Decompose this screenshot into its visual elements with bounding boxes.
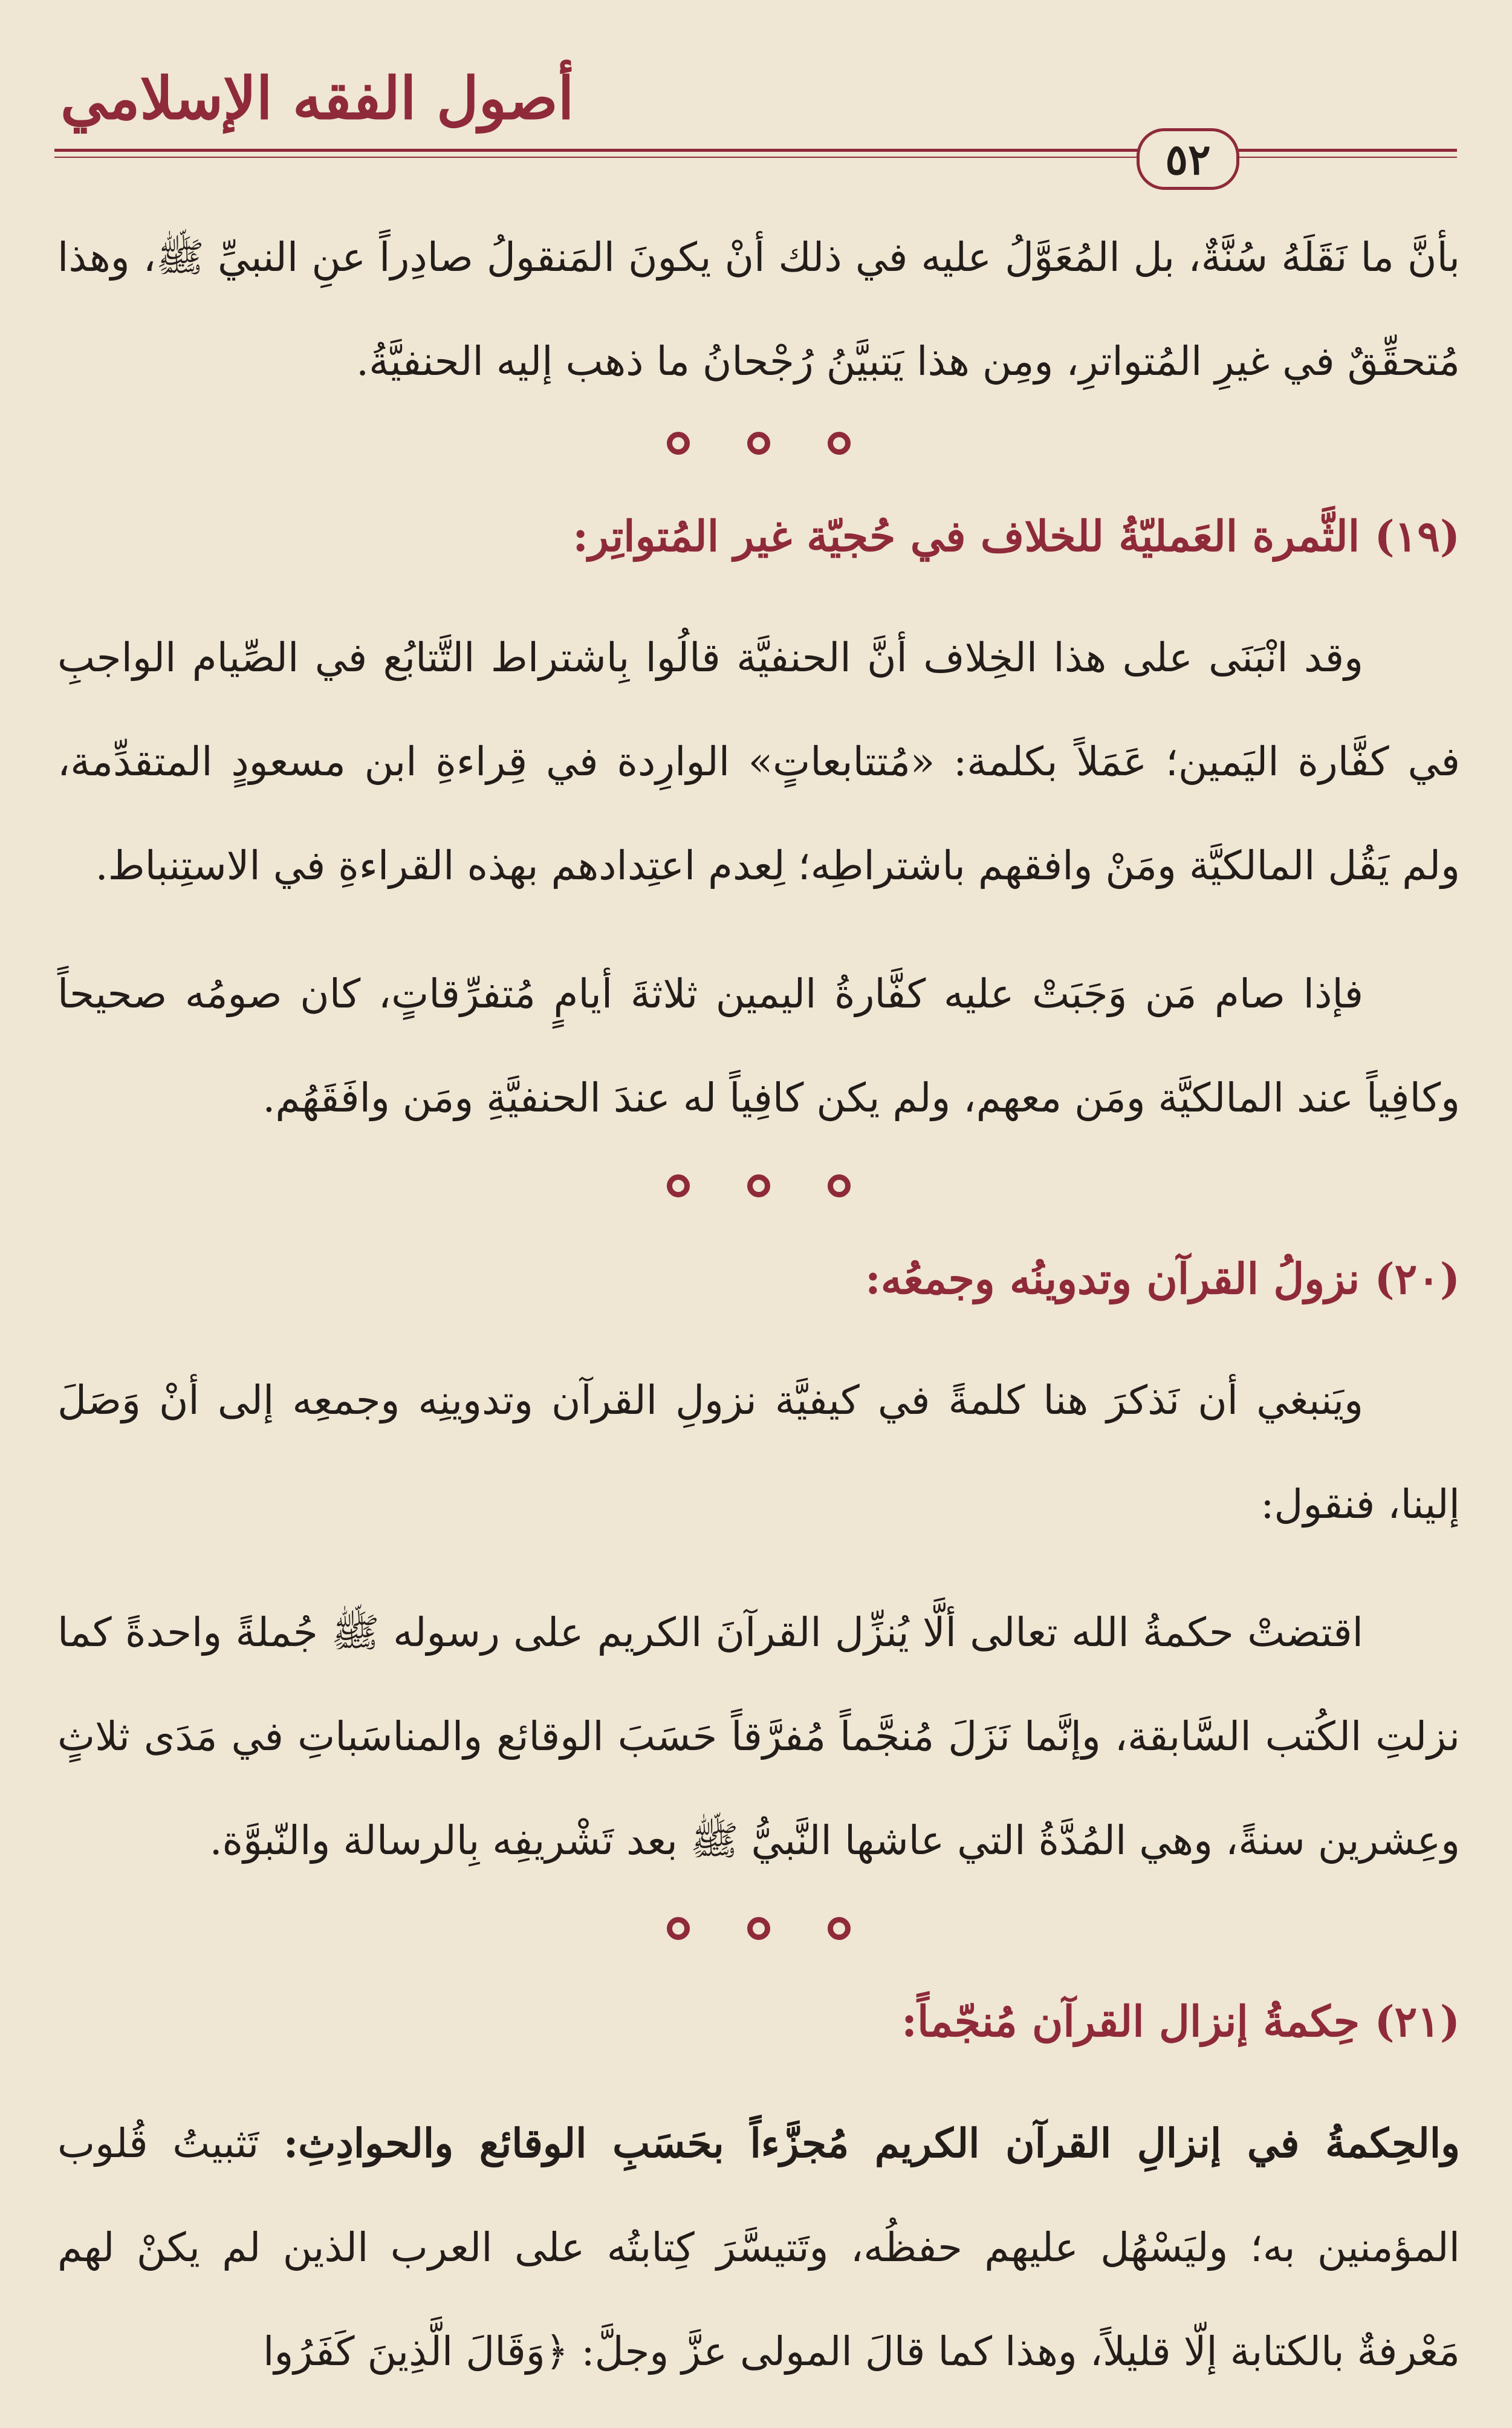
circle-ornament-icon xyxy=(828,1917,851,1940)
page-body xyxy=(57,206,1460,2428)
heading-19: (١٩) الثَّمرة العَمليّةُ للخلاف في حُجيّة غير المُتواتِر: xyxy=(573,511,1460,561)
paragraph-2: وقد انْبَنَى على هذا الخِلاف أنَّ الحنفيَّة قالُوا بِاشتراط التَّتابُع في الصِّيام الواجبِ في كفَّارة اليَمين؛ عَمَلاً بكلمة: «مُتتابعاتٍ» الوارِدة في قِراءةِ ابن مسعودٍ المتقدِّمة، ولم يَقُل المالكيَّة ومَنْ وافقهم باشتراطِه؛ لِعدم اعتِدادهم بهذه القراءةِ في الاستِنباط. xyxy=(57,634,1460,889)
book-title: أصول الفقه الإسلامي xyxy=(60,64,574,132)
page-number: ٥٢ xyxy=(1137,128,1239,190)
circle-ornament-icon xyxy=(747,1174,770,1197)
section-divider xyxy=(57,432,1460,455)
heading-21: (٢١) حِكمةُ إنزال القرآن مُنجّماً: xyxy=(901,1996,1460,2046)
circle-ornament-icon xyxy=(828,432,851,455)
paragraph-4: ويَنبغي أن نَذكرَ هنا كلمةً في كيفيَّة نزولِ القرآن وتدوينِه وجمعِه إلى أنْ وَصَلَ إلينا، فنقول: xyxy=(57,1377,1460,1528)
paragraph-1: بأنَّ ما نَقَلَهُ سُنَّةٌ، بل المُعَوَّلُ عليه في ذلك أنْ يكونَ المَنقولُ صادِراً عنِ النبيِّ ﷺ، وهذا مُتحقِّقٌ في غيرِ المُتواترِ، ومِن هذا يَتبيَّنُ رُجْحانُ ما ذهب إليه الحنفيَّةُ. xyxy=(57,234,1460,385)
paragraph-6-rest: تَثبيتُ قُلوب المؤمنين به؛ وليَسْهُل عليهم حفظُه، وتَتيسَّرَ كِتابتُه على العرب الذين لم يكنْ لهم مَعْرفةٌ بالكتابة إلّا قليلاً، وهذا كما قالَ المولى عزَّ وجلَّ: ﴿وَقَالَ الَّذِينَ كَفَرُوا xyxy=(57,2120,1460,2375)
paragraph-6-lead: والحِكمةُ في إنزالِ القرآن الكريم مُجزَّءاً بحَسَبِ الوقائع والحوادِثِ: xyxy=(283,2120,1461,2167)
heading-20: (٢٠) نزولُ القرآن وتدوينُه وجمعُه: xyxy=(865,1254,1460,1304)
paragraph-5: اقتضتْ حكمةُ الله تعالى ألَّا يُنزِّل القرآنَ الكريم على رسوله ﷺ جُملةً واحدةً كما نزلتِ الكُتب السَّابقة، وإنَّما نَزَلَ مُنجَّماً مُفرَّقاً حَسَبَ الوقائع والمناسَباتِ في مَدَى ثلاثٍ وعِشرين سنةً، وهي المُدَّةُ التي عاشها النَّبيُّ ﷺ بعد تَشْريفِه بِالرسالة والنّبوَّة. xyxy=(57,1609,1460,1864)
section-divider xyxy=(57,1174,1460,1197)
section-divider xyxy=(57,1917,1460,1940)
circle-ornament-icon xyxy=(747,432,770,455)
circle-ornament-icon xyxy=(667,1174,690,1197)
circle-ornament-icon xyxy=(828,1174,851,1197)
header-rule-thin xyxy=(54,157,1457,158)
circle-ornament-icon xyxy=(747,1917,770,1940)
circle-ornament-icon xyxy=(667,1917,690,1940)
paragraph-6 xyxy=(57,2091,1460,2404)
paragraph-3: فإذا صام مَن وَجَبَتْ عليه كفَّارةُ اليمين ثلاثةَ أيامٍ مُتفرِّقاتٍ، كان صومُه صحيحاً وكافِياً عند المالكيَّة ومَن معهم، ولم يكن كافِياً له عندَ الحنفيَّةِ ومَن وافَقَهُم. xyxy=(57,971,1460,1121)
circle-ornament-icon xyxy=(667,432,690,455)
header-rule-thick xyxy=(54,149,1457,152)
